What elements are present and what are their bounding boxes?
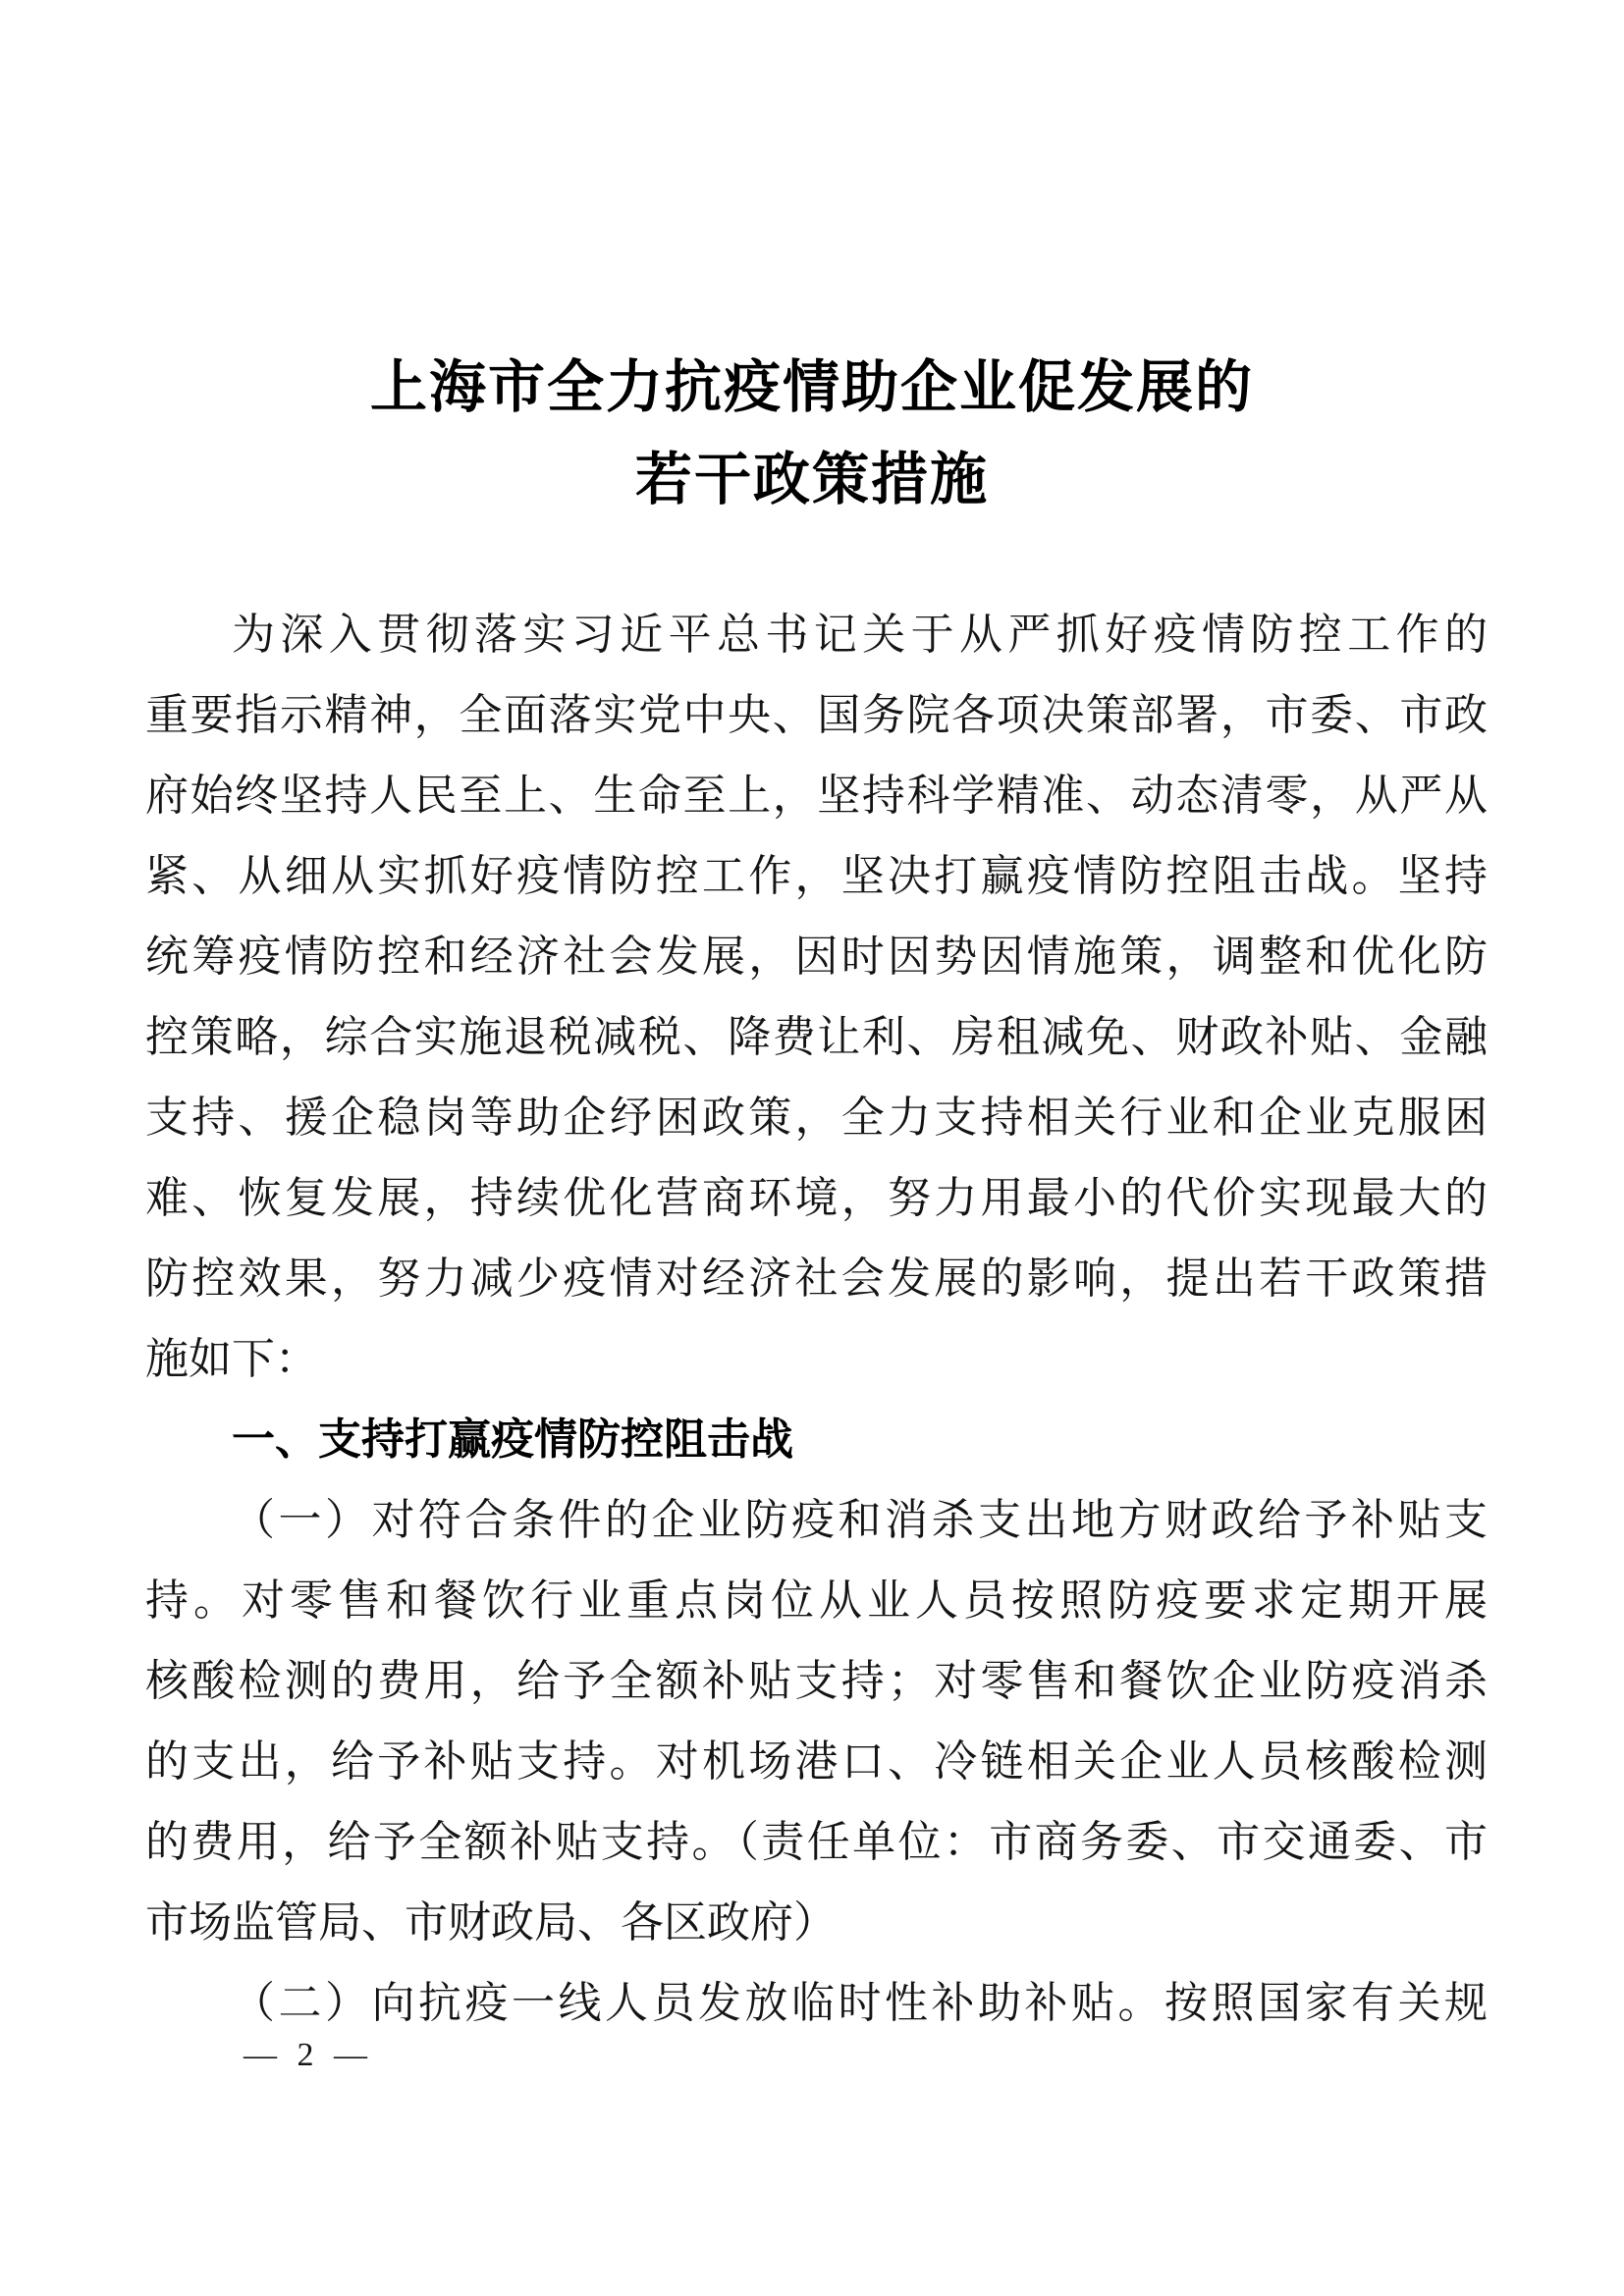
document-body <box>0 595 1624 2044</box>
intro-paragraph-line: 紧、从细从实抓好疫情防控工作，坚决打赢疫情防控阻击战。坚持 <box>145 852 1488 900</box>
item1-paragraph-line: 的支出，给予补贴支持。对机场港口、冷链相关企业人员核酸检测 <box>145 1737 1488 1786</box>
item2-paragraph-line: （二）向抗疫一线人员发放临时性补助补贴。按照国家有关规 <box>232 1979 1488 2027</box>
intro-paragraph-line: 防控效果，努力减少疫情对经济社会发展的影响，提出若干政策措 <box>145 1255 1488 1303</box>
intro-paragraph-line: 施如下： <box>145 1335 318 1383</box>
intro-paragraph-line: 为深入贯彻落实习近平总书记关于从严抓好疫情防控工作的 <box>232 611 1488 659</box>
document-title <box>0 0 1624 526</box>
intro-paragraph-line: 难、恢复发展，持续优化营商环境，努力用最小的代价实现最大的 <box>145 1174 1488 1222</box>
intro-paragraph-line: 府始终坚持人民至上、生命至上，坚持科学精准、动态清零，从严从 <box>145 772 1488 820</box>
document-title-line-1: 上海市全力抗疫情助企业促发展的 <box>369 355 1254 419</box>
item1-paragraph-line: 核酸检测的费用，给予全额补贴支持；对零售和餐饮企业防疫消杀 <box>145 1657 1488 1705</box>
item1-paragraph-line: 的费用，给予全额补贴支持。（责任单位：市商务委、市交通委、市 <box>145 1818 1488 1866</box>
page-number: — 2 — <box>244 2037 373 2073</box>
item1-paragraph-line: 市场监管局、市财政局、各区政府） <box>145 1898 837 1947</box>
section-heading: 一、支持打赢疫情防控阻击战 <box>232 1415 793 1464</box>
document-title-line-2: 若干政策措施 <box>634 448 989 511</box>
item1-paragraph-line: 持。对零售和餐饮行业重点岗位从业人员按照防疫要求定期开展 <box>145 1576 1488 1625</box>
item1-paragraph-line: （一）对符合条件的企业防疫和消杀支出地方财政给予补贴支 <box>232 1496 1488 1544</box>
intro-paragraph-line: 统筹疫情防控和经济社会发展，因时因势因情施策，调整和优化防 <box>145 933 1488 981</box>
intro-paragraph-line: 重要指示精神，全面落实党中央、国务院各项决策部署，市委、市政 <box>145 691 1488 739</box>
intro-paragraph-line: 控策略，综合实施退税减税、降费让利、房租减免、财政补贴、金融 <box>145 1013 1488 1061</box>
intro-paragraph-line: 支持、援企稳岗等助企纾困政策，全力支持相关行业和企业克服困 <box>145 1094 1488 1142</box>
